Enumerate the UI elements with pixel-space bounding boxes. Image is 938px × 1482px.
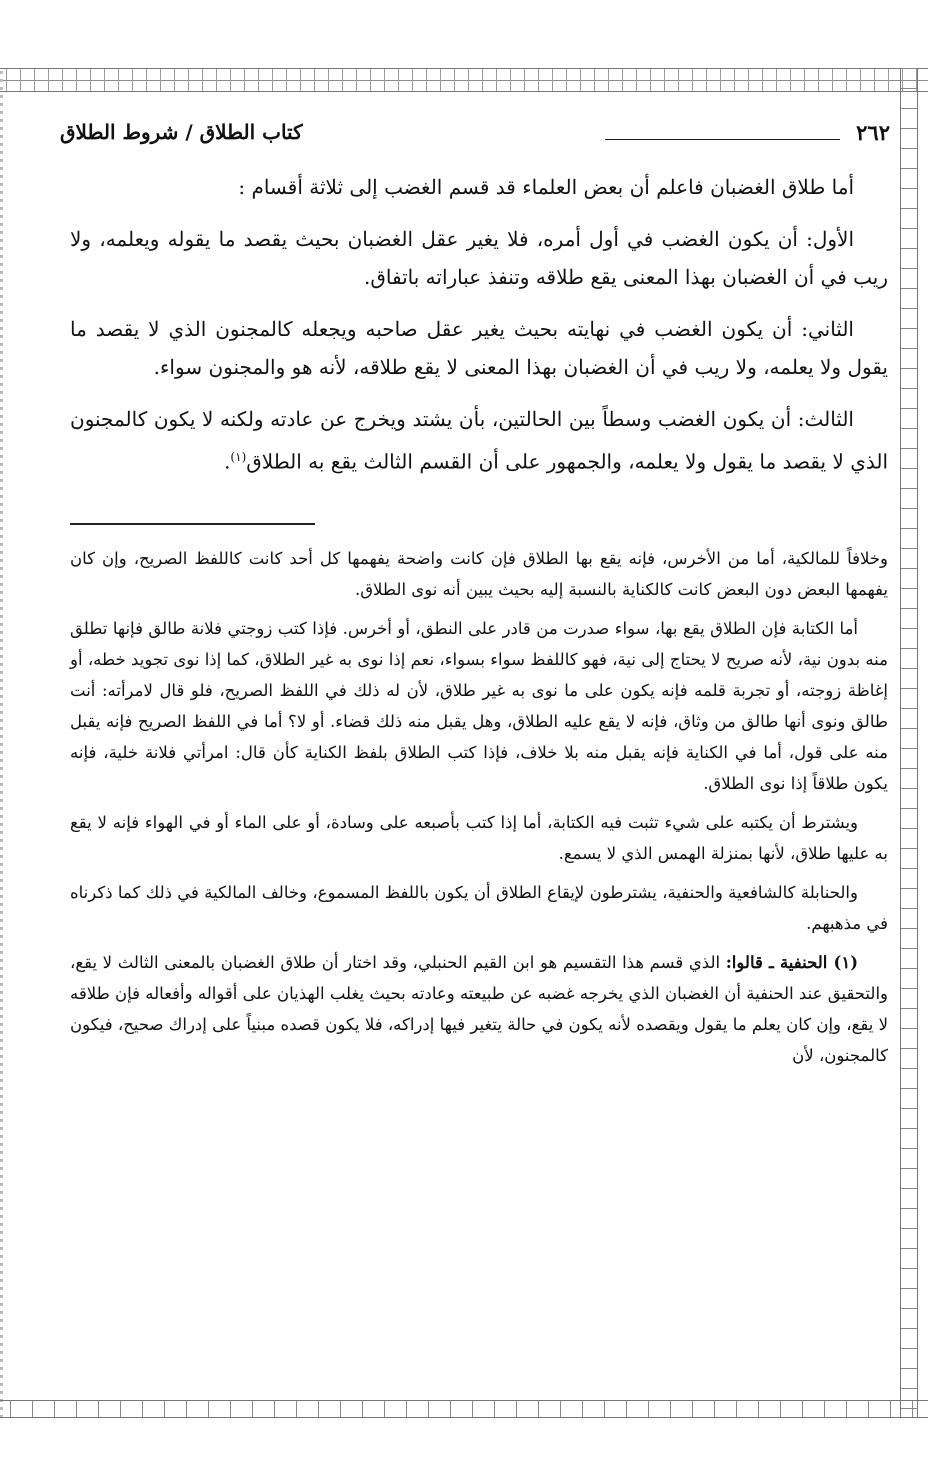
main-paragraph: الأول: أن يكون الغضب في أول أمره، فلا يغير عقل الغضبان بحيث يقصد ما يقوله ويعلمه، ولا ريب في أن الغضبان بهذا المعنى يقع طلاقه وتنفذ عباراته باتفاق.: [70, 227, 888, 289]
footnote-paragraph: أما الكتابة فإن الطلاق يقع بها، سواء صدرت من قادر على النطق، أو أخرس. فإذا كتب زوجتي فلانة طالق فإنها تطلق منه بدون نية، لأنه صريح لا يحتاج إلى نية، فهو كاللفظ سواء بسواء، نعم إذا نوى به غير الطلاق، كما إذا نوى تجويد خطه، أو إغاظة زوجته، أو تجربة قلمه فإنه يكون على ما نوى به غير طلاق، لأن له ذلك في اللفظ الصريح، فلو قال لامرأته: أنت طالق ونوى أنها طالق من وثاق، فإنه لا يقع عليه الطلاق، وهل يقبل منه ذلك قضاء. أو لا؟ أما في اللفظ الصريح فإنه يقبل منه على قول، أما في الكناية فإنه يقبل منه بلا خلاف، فإذا كتب الطلاق بلفظ الكناية كأن قال: امرأتي فلانة خلية، فإنه يكون طلاقاً إذا نوى الطلاق.: [70, 618, 888, 793]
bottom-decorative-border: [0, 1400, 928, 1418]
right-decorative-border: [900, 68, 918, 1418]
footnote-one: [70, 947, 888, 1071]
footnotes: [70, 543, 888, 1071]
top-decorative-border: [0, 68, 928, 92]
footnote-text: الذي قسم هذا التقسيم هو ابن القيم الحنبلي، وقد اختار أن طلاق الغضبان بالمعنى الثالث لا يقع، والتحقيق عند الحنفية أن الغضبان الذي يخرجه غضبه عن طبيعته وعادته بحيث يغلب الهذيان على أقواله وأفعاله فإن طلاقه لا يقع، وإن كان يعلم ما يقول ويقصده لأنه يكون في حالة يتغير فيها إدراكه، فلا يكون قصده مبنياً على إدراك صحيح، فيكون كالمجنون، لأن: [70, 952, 888, 1065]
main-paragraph: أما طلاق الغضبان فاعلم أن بعض العلماء قد قسم الغضب إلى ثلاثة أقسام :: [238, 175, 854, 199]
paragraph-end-mark: .: [224, 449, 231, 474]
main-paragraph-last: [70, 400, 888, 481]
footnote-label: (١) الحنفية ـ قالوا:: [725, 952, 859, 972]
page-header: [60, 120, 890, 146]
running-title: كتاب الطلاق / شروط الطلاق: [60, 120, 303, 144]
footnote-paragraph: وخلافاً للمالكية، أما من الأخرس، فإنه يقع بها الطلاق فإن كانت واضحة يفهمها كل أحد كانت كاللفظ الصريح، وإن كان يفهمها البعض دون البعض كانت كالكناية بالنسبة إليه بحيث يبين أنه نوى الطلاق.: [70, 548, 888, 599]
footnote-separator: [70, 523, 315, 525]
footnote-paragraph: والحنابلة كالشافعية والحنفية، يشترطون لإيقاع الطلاق أن يكون باللفظ المسموع، وخالف المالكية في ذلك كما ذكرناه في مذهبهم.: [70, 882, 888, 933]
main-paragraph: الثاني: أن يكون الغضب في نهايته بحيث يغير عقل صاحبه ويجعله كالمجنون الذي لا يقصد ما يقول ولا يعلمه، ولا ريب في أن الغضبان بهذا المعنى لا يقع طلاقه، لأنه هو والمجنون سواء.: [70, 317, 888, 379]
footnote-paragraph: ويشترط أن يكتبه على شيء تثبت فيه الكتابة، أما إذا كتب بأصبعه على وسادة، أو على الماء أو في الهواء فإنه لا يقع به عليها طلاق، لأنها بمنزلة الهمس الذي لا يسمع.: [70, 812, 888, 863]
footnote-reference: (١): [230, 450, 247, 464]
main-text: [70, 168, 888, 481]
main-paragraph-text: الثالث: أن يكون الغضب وسطاً بين الحالتين، بأن يشتد ويخرج عن عادته ولكنه لا يكون كالمجنون الذي لا يقصد ما يقول ولا يعلمه، والجمهور على أن القسم الثالث يقع به الطلاق: [70, 407, 888, 474]
page-content: [70, 168, 888, 1079]
left-decorative-border: [0, 68, 3, 1418]
header-rule: [605, 139, 840, 140]
page-number: ٢٦٢: [856, 120, 890, 145]
